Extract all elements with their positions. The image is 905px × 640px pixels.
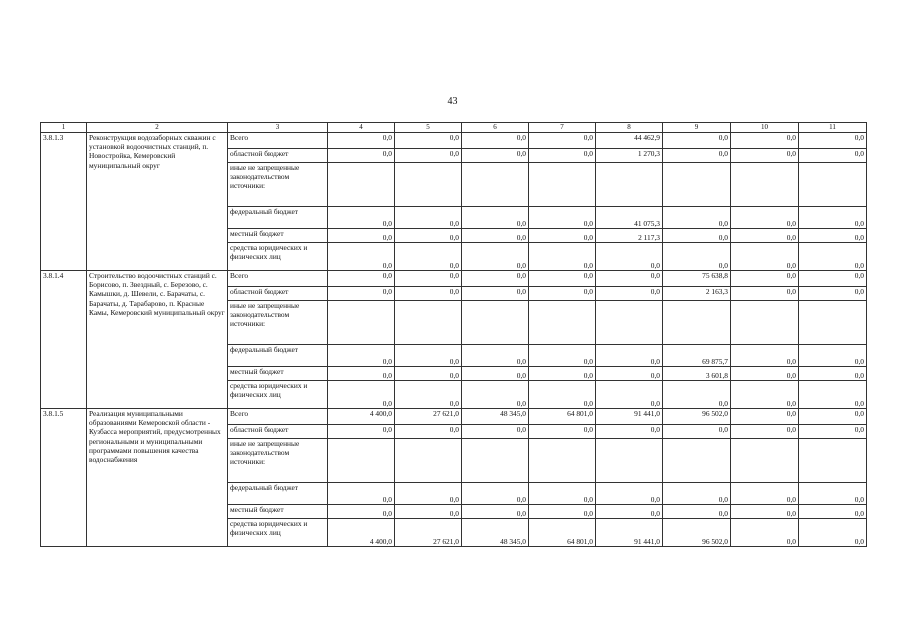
funding-value: 0,0 [799,287,867,301]
funding-value [731,439,799,483]
funding-value: 0,0 [596,381,663,409]
funding-source-label: Всего [228,271,328,287]
funding-value: 0,0 [529,207,596,229]
funding-value: 0,0 [462,133,529,149]
funding-value: 0,0 [395,149,462,163]
funding-value: 0,0 [663,149,731,163]
funding-value: 0,0 [328,483,395,505]
funding-value: 0,0 [799,367,867,381]
funding-value: 3 601,8 [663,367,731,381]
column-number-row [41,123,867,133]
funding-value: 0,0 [462,287,529,301]
funding-value: 0,0 [731,243,799,271]
funding-value: 0,0 [731,229,799,243]
funding-value: 0,0 [529,229,596,243]
funding-value: 27 621,0 [395,409,462,425]
funding-value: 0,0 [596,287,663,301]
funding-value: 0,0 [462,367,529,381]
funding-source-label: иные не запрещенные законодательством источники: [228,439,328,483]
funding-value: 0,0 [529,345,596,367]
funding-value [663,163,731,207]
funding-value: 2 163,3 [663,287,731,301]
funding-source-label: областной бюджет [228,287,328,301]
funding-value: 0,0 [731,287,799,301]
funding-value: 0,0 [328,133,395,149]
funding-value: 0,0 [395,345,462,367]
funding-value: 0,0 [663,229,731,243]
funding-value: 0,0 [663,133,731,149]
funding-source-label: федеральный бюджет [228,345,328,367]
funding-value [731,163,799,207]
funding-value: 0,0 [731,505,799,519]
funding-value: 0,0 [462,345,529,367]
funding-value [529,163,596,207]
funding-value: 0,0 [731,483,799,505]
funding-value: 0,0 [596,345,663,367]
funding-value: 0,0 [731,149,799,163]
funding-value [596,301,663,345]
funding-value [328,439,395,483]
funding-value: 0,0 [529,149,596,163]
column-number: 10 [731,123,799,133]
funding-value: 0,0 [395,271,462,287]
funding-table [40,122,867,547]
funding-value: 0,0 [799,519,867,547]
funding-value: 0,0 [395,207,462,229]
funding-value: 0,0 [799,409,867,425]
funding-value: 0,0 [731,409,799,425]
activity-code: 3.8.1.4 [41,271,87,409]
column-number: 1 [41,123,87,133]
column-number: 11 [799,123,867,133]
funding-value: 0,0 [799,243,867,271]
funding-value: 0,0 [328,271,395,287]
funding-value: 0,0 [596,483,663,505]
funding-value [328,163,395,207]
funding-value: 0,0 [663,207,731,229]
funding-value: 0,0 [529,133,596,149]
funding-value: 0,0 [529,505,596,519]
funding-value [395,301,462,345]
funding-value: 0,0 [395,133,462,149]
funding-source-label: областной бюджет [228,425,328,439]
funding-value: 0,0 [596,505,663,519]
funding-value: 0,0 [462,149,529,163]
funding-value: 0,0 [529,367,596,381]
funding-value: 4 400,0 [328,519,395,547]
funding-value: 48 345,0 [462,409,529,425]
funding-value: 0,0 [799,133,867,149]
funding-value: 0,0 [799,425,867,439]
funding-value: 96 502,0 [663,409,731,425]
funding-value: 91 441,0 [596,519,663,547]
funding-value: 44 462,9 [596,133,663,149]
funding-value: 0,0 [395,243,462,271]
funding-value: 0,0 [799,483,867,505]
funding-value: 0,0 [529,271,596,287]
funding-value [799,301,867,345]
funding-value: 0,0 [395,229,462,243]
funding-value [799,439,867,483]
funding-value: 0,0 [731,271,799,287]
funding-value: 0,0 [462,381,529,409]
funding-value [462,163,529,207]
funding-source-label: Всего [228,409,328,425]
funding-value: 0,0 [462,483,529,505]
column-number: 3 [228,123,328,133]
funding-value: 0,0 [328,505,395,519]
funding-value: 0,0 [663,425,731,439]
table-row [41,133,867,149]
funding-value: 0,0 [462,271,529,287]
funding-source-label: местный бюджет [228,505,328,519]
funding-source-label: местный бюджет [228,229,328,243]
activity-name: Реконструкция водозаборных скважин с установкой водоочистных станций, п. Новостройка, Кемеровский муниципальный округ [87,133,228,271]
funding-source-label: средства юридических и физических лиц [228,519,328,547]
funding-value: 4 400,0 [328,409,395,425]
page-number: 43 [447,96,458,107]
funding-value: 64 801,0 [529,409,596,425]
funding-value: 0,0 [731,207,799,229]
column-number: 8 [596,123,663,133]
funding-value [395,439,462,483]
funding-value: 0,0 [328,345,395,367]
column-number: 4 [328,123,395,133]
funding-source-label: иные не запрещенные законодательством источники: [228,301,328,345]
funding-value: 0,0 [328,149,395,163]
funding-value [328,301,395,345]
column-number: 7 [529,123,596,133]
activity-code: 3.8.1.3 [41,133,87,271]
funding-value: 0,0 [663,381,731,409]
funding-source-label: средства юридических и физических лиц [228,381,328,409]
funding-value: 0,0 [731,425,799,439]
table-row [41,271,867,287]
column-number: 9 [663,123,731,133]
funding-value [731,301,799,345]
funding-value: 0,0 [395,505,462,519]
column-number: 5 [395,123,462,133]
funding-value: 0,0 [395,381,462,409]
funding-value: 0,0 [529,243,596,271]
funding-value: 0,0 [462,207,529,229]
funding-value: 0,0 [799,505,867,519]
column-number: 2 [87,123,228,133]
funding-value: 0,0 [328,367,395,381]
funding-source-label: областной бюджет [228,149,328,163]
funding-value: 69 875,7 [663,345,731,367]
funding-value: 0,0 [395,483,462,505]
funding-value: 0,0 [328,243,395,271]
funding-source-label: иные не запрещенные законодательством источники: [228,163,328,207]
column-number: 6 [462,123,529,133]
funding-value: 0,0 [462,505,529,519]
funding-value: 0,0 [731,133,799,149]
funding-value: 0,0 [462,425,529,439]
activity-code: 3.8.1.5 [41,409,87,547]
funding-value: 0,0 [462,243,529,271]
funding-value: 2 117,3 [596,229,663,243]
funding-value: 0,0 [395,425,462,439]
funding-value: 0,0 [328,287,395,301]
table-row [41,409,867,425]
funding-value: 0,0 [596,243,663,271]
funding-value: 0,0 [799,207,867,229]
funding-value [799,163,867,207]
funding-value: 0,0 [328,381,395,409]
funding-value: 0,0 [529,425,596,439]
funding-value: 91 441,0 [596,409,663,425]
funding-value: 0,0 [529,381,596,409]
funding-value: 0,0 [799,271,867,287]
funding-value: 0,0 [462,229,529,243]
funding-value: 0,0 [731,381,799,409]
funding-value [663,439,731,483]
funding-source-label: Всего [228,133,328,149]
funding-value [596,439,663,483]
funding-value: 0,0 [663,243,731,271]
funding-value [462,301,529,345]
funding-value: 0,0 [596,425,663,439]
funding-value: 0,0 [663,483,731,505]
funding-value [529,439,596,483]
funding-value: 64 801,0 [529,519,596,547]
funding-value: 96 502,0 [663,519,731,547]
funding-value: 0,0 [663,505,731,519]
funding-value: 0,0 [731,519,799,547]
funding-source-label: средства юридических и физических лиц [228,243,328,271]
funding-source-label: федеральный бюджет [228,207,328,229]
funding-value: 0,0 [799,381,867,409]
funding-value: 75 638,8 [663,271,731,287]
funding-value [663,301,731,345]
funding-value: 0,0 [529,483,596,505]
funding-value [529,301,596,345]
funding-value: 27 621,0 [395,519,462,547]
funding-value [462,439,529,483]
funding-value: 0,0 [395,287,462,301]
activity-name: Реализация муниципальными образованиями Кемеровской области - Кузбасса мероприятий, предусмотренных региональными и муниципальными программами повышения качества водоснабжения [87,409,228,547]
funding-value: 0,0 [328,425,395,439]
funding-value: 0,0 [328,229,395,243]
funding-value: 0,0 [731,367,799,381]
funding-value: 0,0 [799,345,867,367]
funding-value: 0,0 [529,287,596,301]
activity-name: Строительство водоочистных станций с. Борисово, п. Звездный, с. Березово, с. Камышки, д. Шевели, с. Барачаты, с. Барачаты, д. Тарабарово, п. Красные Камы, Кемеровский муниципальный округ [87,271,228,409]
funding-value: 0,0 [596,367,663,381]
funding-value: 41 075,3 [596,207,663,229]
funding-source-label: федеральный бюджет [228,483,328,505]
funding-value: 0,0 [731,345,799,367]
funding-value: 1 270,3 [596,149,663,163]
funding-value: 0,0 [395,367,462,381]
funding-source-label: местный бюджет [228,367,328,381]
funding-value [596,163,663,207]
funding-value [395,163,462,207]
funding-value: 0,0 [596,271,663,287]
funding-value: 0,0 [799,149,867,163]
funding-value: 0,0 [799,229,867,243]
funding-value: 0,0 [328,207,395,229]
funding-value: 48 345,0 [462,519,529,547]
